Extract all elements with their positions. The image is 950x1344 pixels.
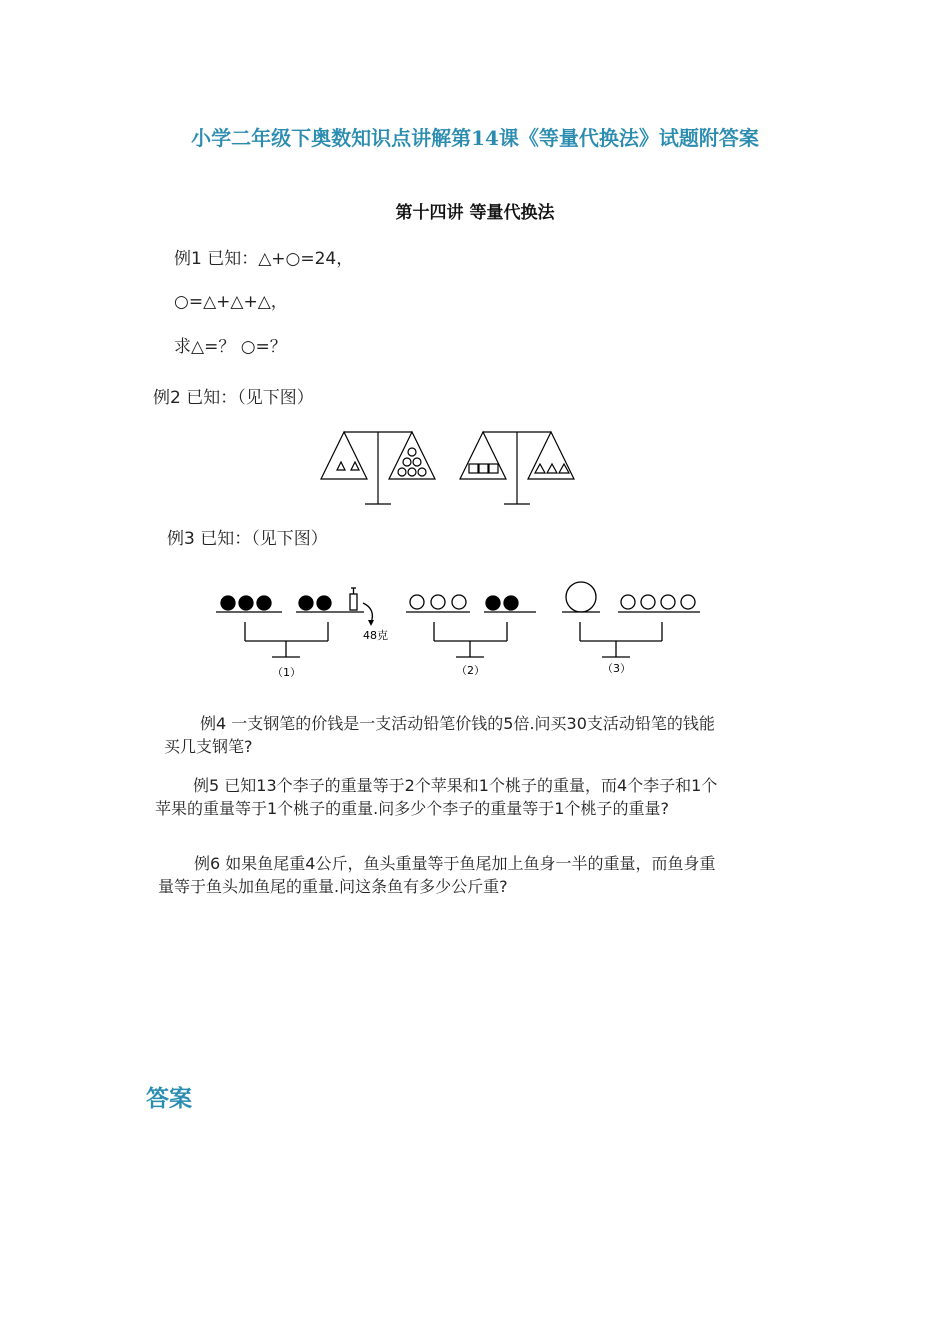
document-title: 小学二年级下奥数知识点讲解第14课《等量代换法》试题附答案 — [191, 126, 759, 150]
example-6 — [158, 852, 715, 898]
example-5-line-1: 例5 已知13个李子的重量等于2个苹果和1个桃子的重量，而4个李子和1个 — [193, 776, 718, 795]
example-2-label: 例2 已知：（见下图） — [153, 388, 314, 408]
answer-heading: 答案 — [146, 1085, 192, 1112]
example-4-line-1: 例4 一支钢笔的价钱是一支活动铅笔价钱的5倍.问买30支活动铅笔的钱能 — [200, 714, 715, 733]
example-4 — [164, 712, 715, 758]
example-5 — [155, 774, 717, 820]
scale-2 — [406, 595, 536, 657]
scale-2-caption: （2） — [456, 664, 485, 677]
example-1-line-1: 例1 已知：△+○=24， — [174, 249, 354, 269]
example-1-line-3: 求△=？ ○=？ — [174, 337, 287, 357]
scale-3 — [562, 582, 700, 657]
scale-1-caption: （1） — [272, 666, 301, 679]
balance-2 — [460, 432, 574, 504]
example-1-line-2: ○=△+△+△， — [174, 292, 288, 312]
example-4-line-2: 买几支钢笔? — [164, 737, 253, 756]
example-3-label: 例3 已知：（见下图） — [167, 529, 328, 549]
weight-label: 48克 — [363, 629, 388, 642]
scale-3-caption: （3） — [602, 662, 631, 675]
example-6-line-1: 例6 如果鱼尾重4公斤，鱼头重量等于鱼尾加上鱼身一半的重量，而鱼身重 — [194, 854, 716, 873]
example-6-line-2: 量等于鱼头加鱼尾的重量.问这条鱼有多少公斤重? — [158, 877, 508, 896]
example-5-line-2: 苹果的重量等于1个桃子的重量.问多少个李子的重量等于1个桃子的重量? — [155, 799, 669, 818]
example-3-balance-figure — [210, 575, 710, 685]
lecture-title: 第十四讲 等量代换法 — [395, 203, 555, 223]
balance-1 — [321, 432, 435, 504]
example-2-balance-figure — [310, 426, 590, 512]
scale-1 — [216, 588, 374, 657]
